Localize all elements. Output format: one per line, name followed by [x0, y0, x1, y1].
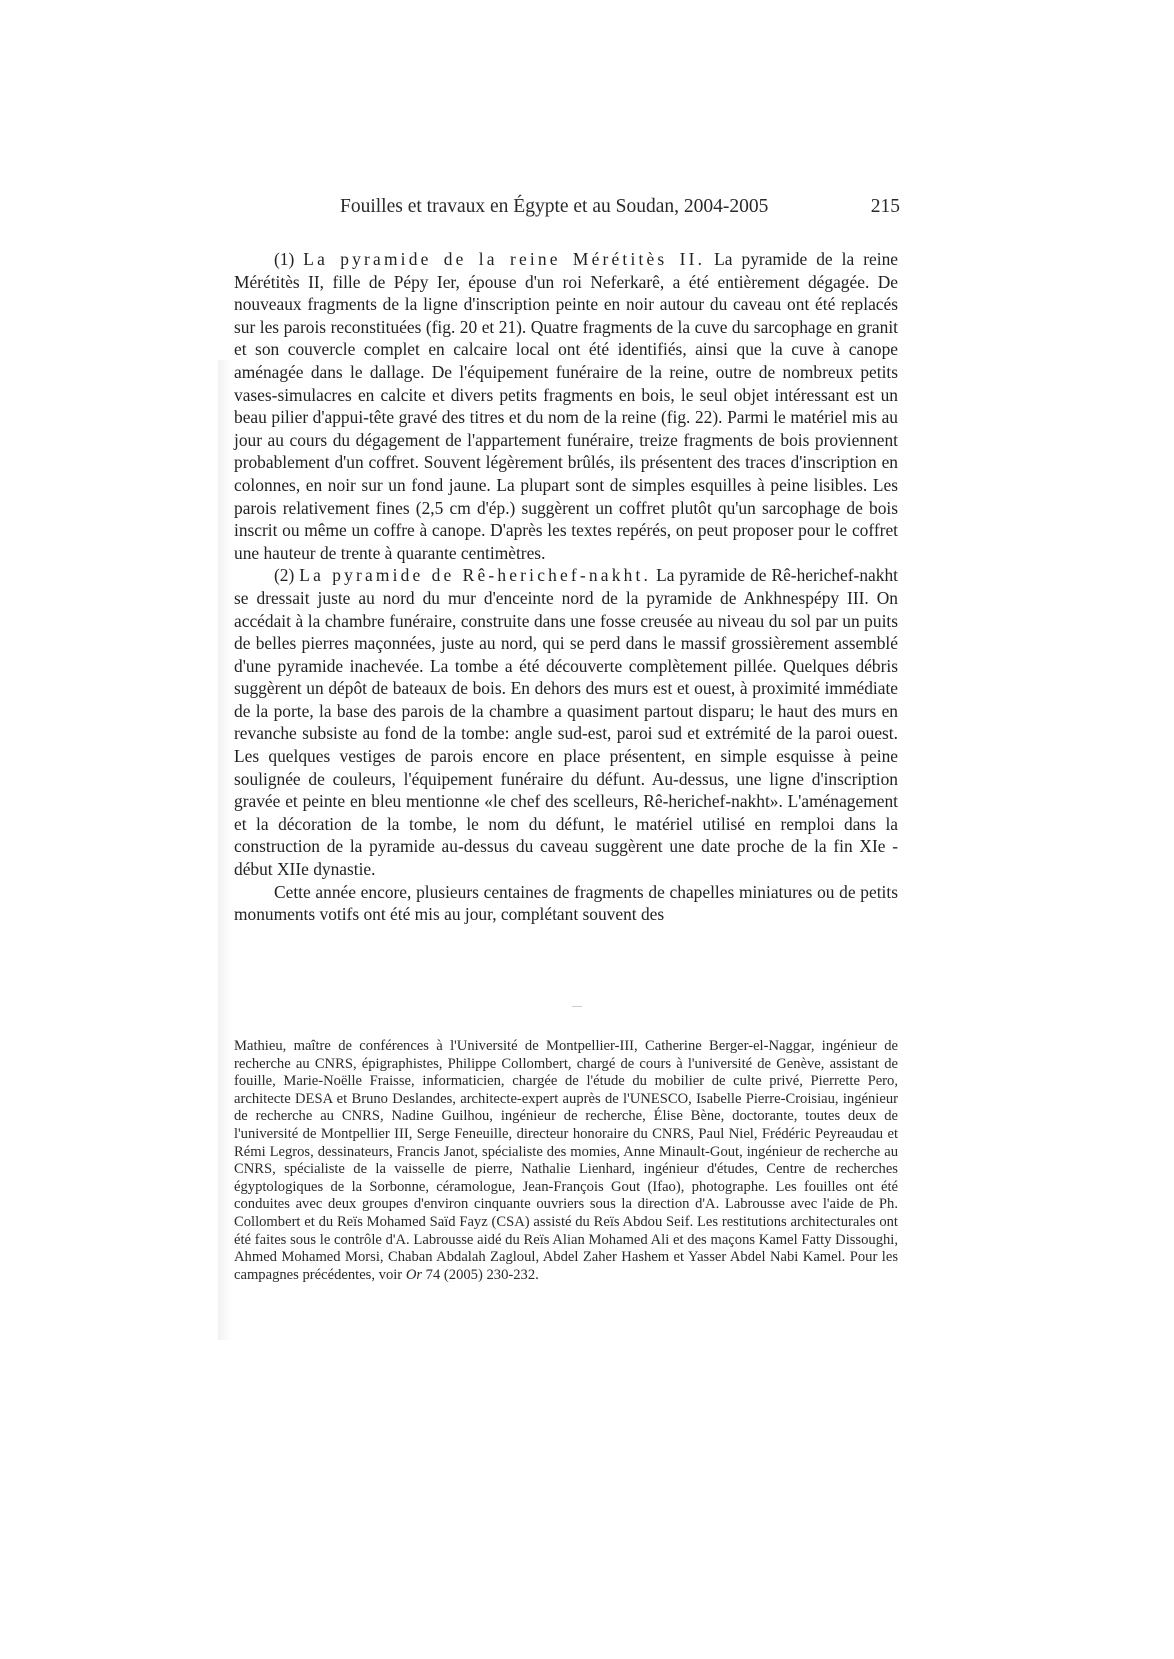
footnote-citation: 74 (2005) 230-232.	[422, 1266, 539, 1283]
scan-edge-shadow	[218, 360, 232, 1340]
paragraph-text: Cette année encore, plusieurs centaines de fragments de chapelles miniatures ou de petits monuments votifs ont été mis au jour, complétant souvent des	[234, 881, 898, 925]
section-heading: La pyramide de la reine Mérétitès II.	[303, 249, 706, 269]
paragraph-number: (2)	[274, 565, 300, 586]
main-text	[234, 248, 898, 926]
paragraph-text: La pyramide de Rê-herichef-nakht se dressait juste au nord du mur d'enceinte nord de la pyramide de Ankhnespépy III. On accédait à la chambre funéraire, construite dans une fosse creusée au niveau du sol par un puits de belles pierres maçonnées, juste au nord, qui se perd dans le massif grossièrement assemblé d'une pyramide inachevée. La tombe a été découverte complètement pillée. Quelques débris suggèrent un dépôt de bateaux de bois. En dehors des murs est et ouest, à proximité immédiate de la porte, la base des parois de la chambre a quasiment partout disparu; le haut des murs en revanche subsiste au fond de la tombe: angle sud-est, paroi sud et extrémité de la paroi ouest. Les quelques vestiges de parois encore en place présentent, en simple esquisse à peine soulignée de couleurs, l'équipement funéraire du défunt. Au-dessus, une ligne d'inscription gravée et peinte en bleu mentionne «le chef des scelleurs, Rê-herichef-nakht». L'aménagement et la décoration de la tombe, le nom du défunt, le matériel utilisé en remploi dans la construction de la pyramide au-dessus du caveau suggèrent une date proche de la fin XIe - début XIIe dynastie.	[234, 565, 898, 880]
footnote	[234, 1038, 898, 1284]
footnote-text	[234, 1038, 898, 1284]
page-number: 215	[870, 196, 900, 217]
page-header	[300, 196, 900, 228]
section-heading: La pyramide de Rê-herichef-nakht.	[299, 565, 652, 586]
paragraph-number: (1)	[274, 249, 304, 269]
paragraph-pyramid-reherichef	[234, 564, 898, 880]
journal-abbreviation: Or	[405, 1266, 423, 1283]
footnote-separator	[572, 1006, 582, 1007]
paragraph-pyramid-meretites	[234, 248, 898, 564]
paragraph-text: La pyramide de la reine Mérétitès II, fille de Pépy Ier, épouse d'un roi Neferkarê, a été entièrement dégagée. De nouveaux fragments de la ligne d'inscription peinte en noir autour du caveau ont été replacés sur les parois reconstituées (fig. 20 et 21). Quatre fragments de la cuve du sarcophage en granit et son couvercle complet en calcaire local ont été identifiés, ainsi que la cuve à canope aménagée dans le dallage. De l'équipement funéraire de la reine, outre de nombreux petits vases-simulacres en calcite et divers petits fragments en bois, le seul objet intéressant est un beau pilier d'appui-tête gravé des titres et du nom de la reine (fig. 22). Parmi le matériel mis au jour au cours du dégagement de l'appartement funéraire, treize fragments de bois proviennent probablement d'un coffret. Souvent légèrement brûlés, ils présentent des traces d'inscription en colonnes, en noir sur un fond jaune. La plupart sont de simples esquilles à peine lisibles. Les parois relativement fines (2,5 cm d'ép.) suggèrent un coffret plutôt qu'un sarcophage de bois inscrit ou même un coffre à canope. D'après les textes repérés, on peut proposer pour le coffret une hauteur de trente à quarante centimètres.	[234, 249, 898, 563]
paragraph-chapels	[234, 881, 898, 926]
footnote-body: Mathieu, maître de conférences à l'Université de Montpellier-III, Catherine Berger-el-Naggar, ingénieur de recherche au CNRS, épigraphistes, Philippe Collombert, chargé de cours à l'université de Genève, assistant de fouille, Marie-Noëlle Fraisse, informaticien, chargée de l'étude du mobilier de culte privé, Pierrette Pero, architecte DESA et Bruno Deslandes, architecte-expert auprès de l'UNESCO, Isabelle Pierre-Croisiau, ingénieur de recherche au CNRS, Nadine Guilhou, ingénieur de recherche, Élise Bène, doctorante, toutes deux de l'université de Montpellier III, Serge Feneuille, directeur honoraire du CNRS, Paul Niel, Frédéric Peyreaudau et Rémi Legros, dessinateurs, Francis Janot, spécialiste des momies, Anne Minault-Gout, ingénieur de recherche au CNRS, spécialiste de la vaisselle de pierre, Nathalie Lienhard, ingénieur d'études, Centre de recherches égyptologiques de la Sorbonne, céramologue, Jean-François Gout (Ifao), photographe. Les fouilles ont été conduites avec deux groupes d'environ cinquante ouvriers sous la direction d'A. Labrousse avec l'aide de Ph. Collombert et du Reïs Mohamed Saïd Fayz (CSA) assisté du Reïs Abdou Seif. Les restitutions architecturales ont été faites sous le contrôle d'A. Labrousse aidé du Reïs Alian Mohamed Ali et des maçons Kamel Fatty Dissoughi, Ahmed Mohamed Morsi, Chaban Abdalah Zagloul, Abdel Zaher Hashem et Yasser Abdel Nabi Kamel. Pour les campagnes précédentes, voir	[234, 1038, 898, 1283]
running-title: Fouilles et travaux en Égypte et au Soudan, 2004-2005	[340, 196, 769, 217]
